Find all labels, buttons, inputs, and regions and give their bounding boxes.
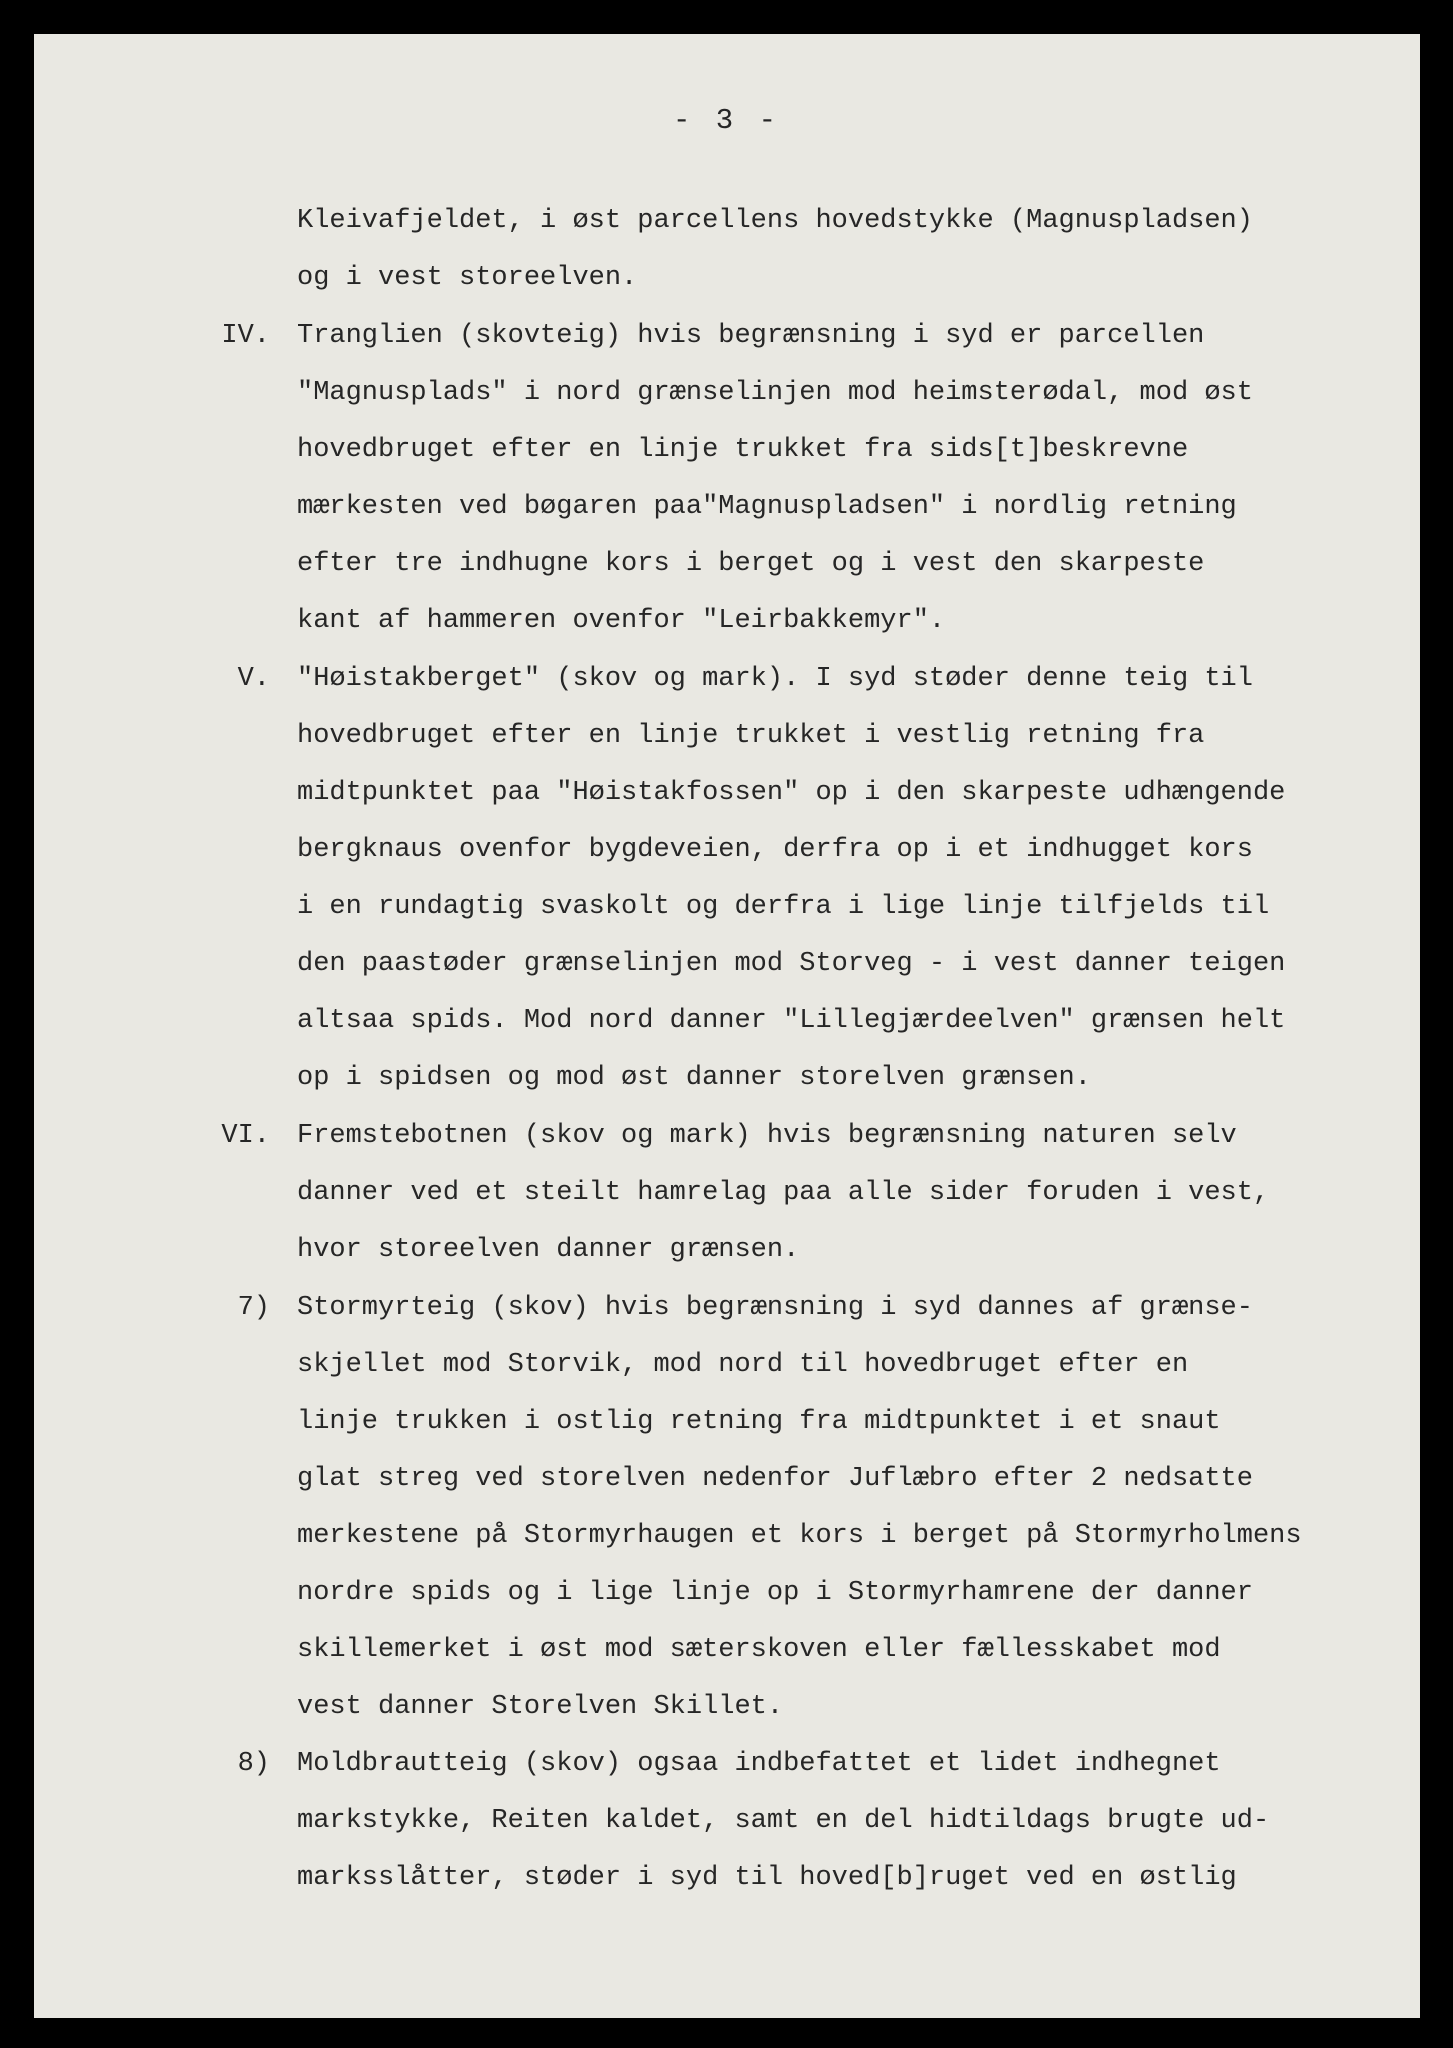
section-number: 8) (237, 1749, 270, 1779)
text-line: Stormyrteig (skov) hvis begrænsning i syd dannes af grænse- (297, 1293, 1253, 1323)
text-line: hvor storeelven danner grænsen. (297, 1235, 800, 1265)
text-line: kant af hammeren ovenfor "Leirbakkemyr". (297, 606, 946, 636)
text-line: vest danner Storelven Skillet. (297, 1692, 784, 1722)
text-line: Kleivafjeldet, i øst parcellens hovedstykke (Magnuspladsen) (297, 206, 1253, 236)
section-number: 7) (237, 1293, 270, 1323)
text-line: danner ved et steilt hamrelag paa alle sider foruden i vest, (297, 1178, 1270, 1208)
text-line: den paastøder grænselinjen mod Storveg - i vest danner teigen (297, 949, 1286, 979)
text-line: altsaa spids. Mod nord danner "Lillegjærdeelven" grænsen helt (297, 1006, 1286, 1036)
text-line: mærkesten ved bøgaren paa"Magnuspladsen" i nordlig retning (297, 492, 1237, 522)
text-line: skjellet mod Storvik, mod nord til hovedbruget efter en (297, 1350, 1189, 1380)
text-line: markstykke, Reiten kaldet, samt en del hidtildags brugte ud- (297, 1806, 1270, 1836)
text-line: glat streg ved storelven nedenfor Juflæbro efter 2 nedsatte (297, 1464, 1253, 1494)
text-line: "Magnusplads" i nord grænselinjen mod heimsterødal, mod øst (297, 378, 1253, 408)
text-line: "Høistakberget" (skov og mark). I syd støder denne teig til (297, 664, 1253, 694)
page-number: - 3 - (672, 104, 780, 137)
text-line: Fremstebotnen (skov og mark) hvis begrænsning naturen selv (297, 1121, 1237, 1151)
section-number: V. (237, 664, 270, 694)
text-line: Moldbrautteig (skov) ogsaa indbefattet et lidet indhegnet (297, 1749, 1221, 1779)
text-line: midtpunktet paa "Høistakfossen" op i den skarpeste udhængende (297, 778, 1286, 808)
text-line: hovedbruget efter en linje trukket fra sids[t]beskrevne (297, 435, 1189, 465)
text-line: efter tre indhugne kors i berget og i vest den skarpeste (297, 549, 1205, 579)
text-line: skillemerket i øst mod sæterskoven eller fællesskabet mod (297, 1635, 1221, 1665)
text-line: Tranglien (skovteig) hvis begrænsning i syd er parcellen (297, 321, 1205, 351)
text-line: marksslåtter, støder i syd til hoved[b]ruget ved en østlig (297, 1863, 1237, 1893)
text-line: og i vest storeelven. (297, 263, 638, 293)
text-line: linje trukken i ostlig retning fra midtpunktet i et snaut (297, 1407, 1221, 1437)
text-line: merkestene på Stormyrhaugen et kors i berget på Stormyrholmens (297, 1521, 1302, 1551)
text-line: op i spidsen og mod øst danner storelven grænsen. (297, 1063, 1091, 1093)
text-line: bergknaus ovenfor bygdeveien, derfra op i et indhugget kors (297, 835, 1253, 865)
section-number: IV. (221, 321, 270, 351)
text-line: i en rundagtig svaskolt og derfra i lige linje tilfjelds til (297, 892, 1270, 922)
text-line: hovedbruget efter en linje trukket i vestlig retning fra (297, 721, 1205, 751)
section-number: VI. (221, 1121, 270, 1151)
text-line: nordre spids og i lige linje op i Stormyrhamrene der danner (297, 1578, 1253, 1608)
